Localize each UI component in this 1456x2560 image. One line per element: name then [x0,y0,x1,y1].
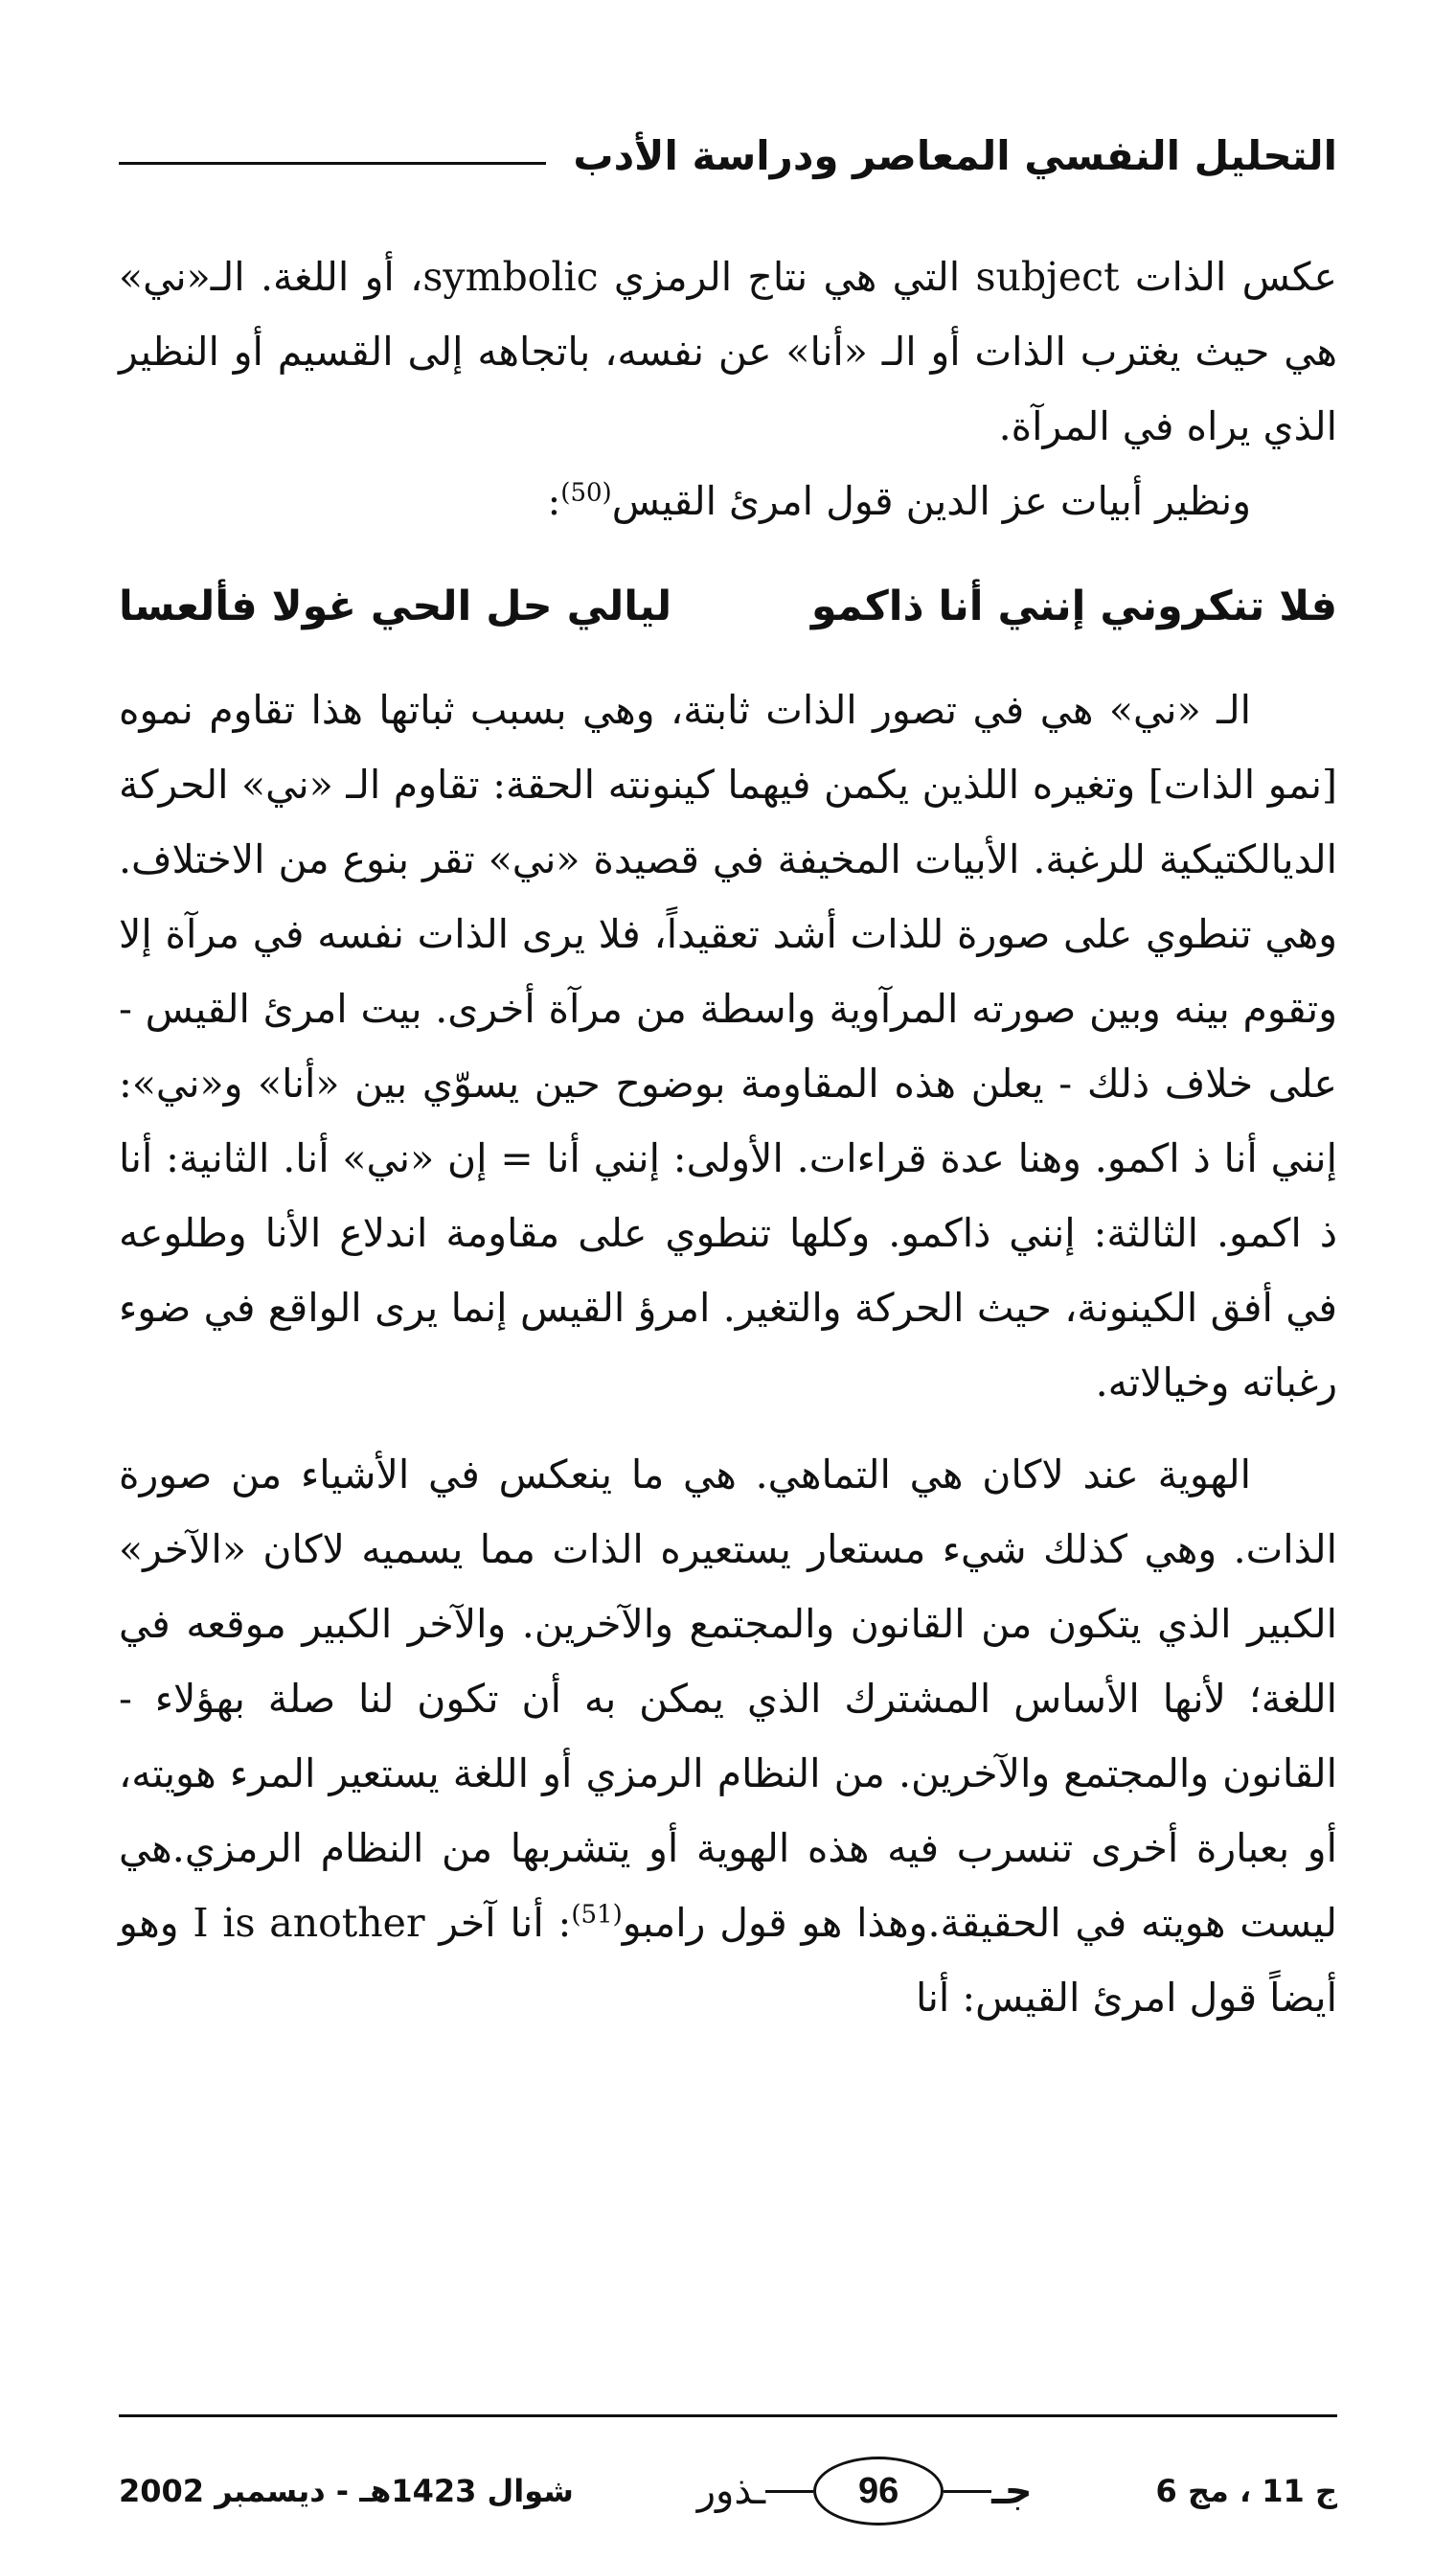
journal-prefix: جـ [991,2469,1033,2513]
page-number: 96 [813,2457,944,2526]
paragraph-3-text: الهوية عند لاكان هي التماهي. هي ما ينعكس في الأشياء من صورة الذات. وهي كذلك شيء مستعار يستعيره الذات مما يسميه لاكان «الآخر» الكبير الذي يتكون من القانون والمجتمع والآخرين. والآخر الكبير موقعه في اللغة؛ لأنها الأساس المشترك الذي يمكن به أن تكون لنا صلة بهؤلاء - القانون والمجتمع والآخرين. من النظام الرمزي أو اللغة يستعير المرء هويته، أو بعبارة أخرى تنسرب فيه هذه الهوية أو يتشربها من النظام الرمزي.هي ليست هويته في الحقيقة.وهذا هو قول رامبو [119,1451,1337,1946]
header-title: التحليل النفسي المعاصر ودراسة الأدب [573,131,1337,179]
paragraph-3-end: : أنا آخر I is another وهو أيضاً قول امرئ القيس: أنا [119,1900,1337,2021]
journal-line-left [765,2490,813,2493]
footer-volume: ج 11 ، مج 6 [1155,2473,1337,2509]
footer-date: شوال 1423هـ - ديسمبر 2002 [119,2473,574,2509]
running-header [119,126,1337,184]
verse-intro-text: ونظير أبيات عز الدين قول امرئ القيس [611,478,1251,524]
verse-intro [119,464,1337,538]
running-footer [119,2448,1337,2534]
page-body [119,240,1337,2035]
journal-suffix: ـذور [696,2469,766,2513]
verse-intro-colon: : [547,478,561,524]
verse-second-hemistich: ليالي حل الحي غولا فألعسا [119,583,672,630]
footnote-ref-50: (50) [560,478,612,508]
journal-line-right [944,2490,991,2493]
paragraph-gap [119,1420,1337,1437]
paragraph-3 [119,1437,1337,2035]
paragraph-1: عكس الذات subject التي هي نتاج الرمزي symbolic، أو اللغة. الـ«ني» هي حيث يغترب الذات أو الـ «أنا» عن نفسه، باتجاهه إلى القسيم أو النظير الذي يراه في المرآة. [119,254,1338,449]
footer-rule [119,2414,1337,2417]
footnote-ref-51: (51) [571,1900,623,1930]
paragraph-2: الـ «ني» هي في تصور الذات ثابتة، وهي بسبب ثباتها هذا تقاوم نموه [نمو الذات] وتغيره اللذين يكمن فيهما كينونته الحقة: تقاوم الـ «ني» الحركة الديالكتيكية للرغبة. الأبيات المخيفة في قصيدة «ني» تقر بنوع من الاختلاف. وهي تنطوي على صورة للذات أشد تعقيداً، فلا يرى الذات نفسه في مرآة إلا وتقوم بينه وبين صورته المرآوية واسطة من مرآة أخرى. بيت امرئ القيس - على خلاف ذلك - يعلن هذه المقاومة بوضوح حين يسوّي بين «أنا» و«ني»: إنني أنا ذ اكمو. وهنا عدة قراءات. الأولى: إنني أنا = إن «ني» أنا. الثانية: أنا ذ اكمو. الثالثة: إنني ذاكمو. وكلها تنطوي على مقاومة اندلاع الأنا وطلوعه في أفق الكينونة، حيث الحركة والتغير. امرؤ القيس إنما يرى الواقع في ضوء رغباته وخيالاته. [119,687,1337,1406]
header-rule [119,162,546,165]
poetry-verse [119,573,1337,640]
verse-first-hemistich: فلا تنكروني إنني أنا ذاكمو [810,583,1337,630]
journal-logo [697,2457,1033,2526]
